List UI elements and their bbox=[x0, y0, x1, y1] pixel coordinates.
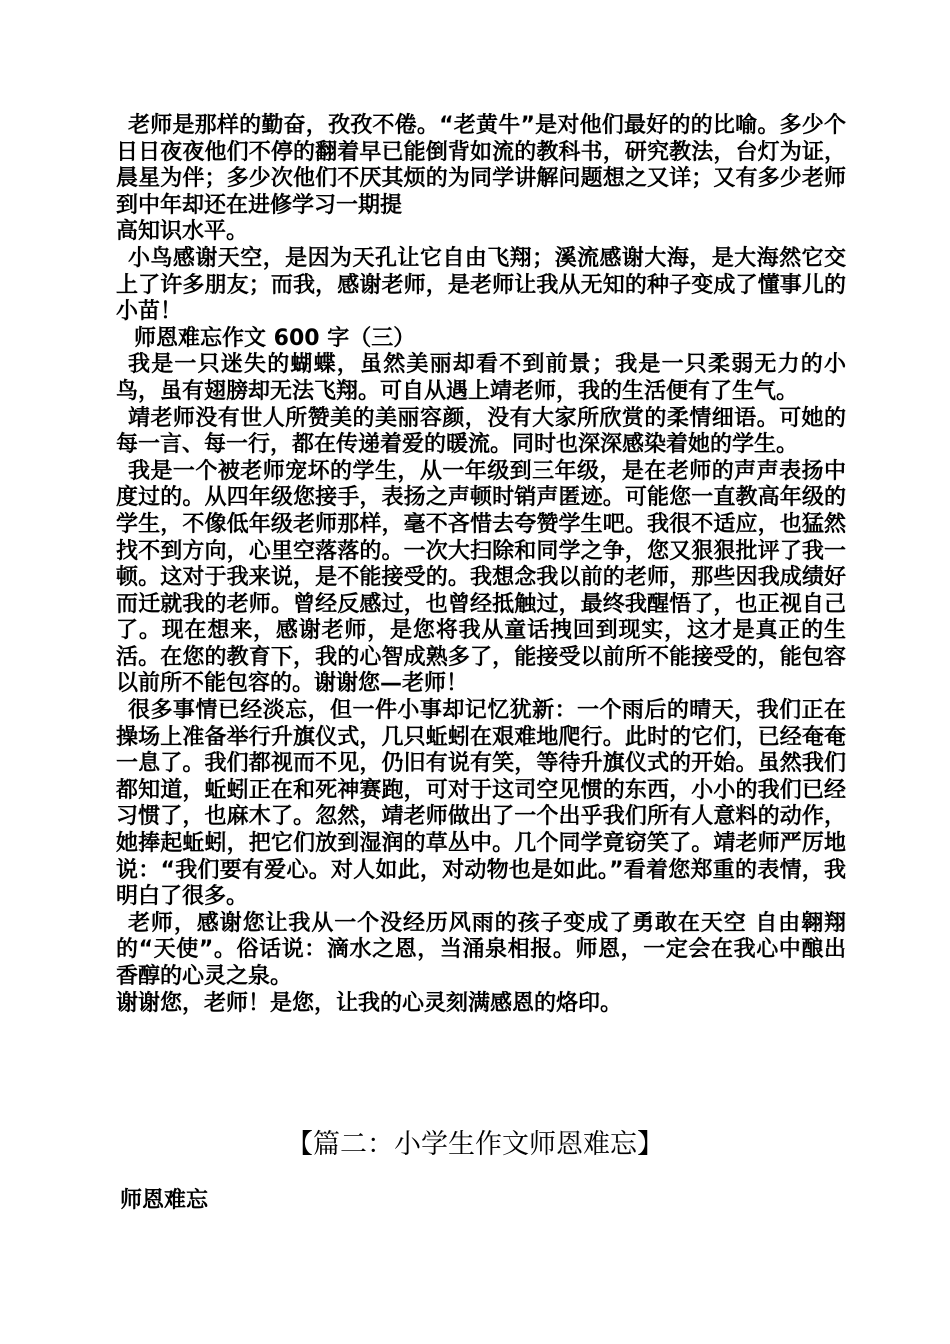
essay-subheading: 师恩难忘作文 600 字（三） bbox=[134, 325, 416, 351]
essay-body bbox=[116, 113, 846, 1017]
paragraph-teacher-jing: 靖老师没有世人所赞美的美丽容颜，没有大家所欣赏的柔情细语。可她的每一言、每一行，都在传递着爱的暖流。同时也深深感染着她的学生。 bbox=[116, 405, 846, 458]
paragraph-bird-and-sky: 小鸟感谢天空，是因为天孔让它自由飞翔；溪流感谢大海，是大海然它交上了许多朋友；而我，感谢老师，是老师让我从无知的种子变成了懂事儿的小苗！ bbox=[116, 245, 846, 325]
paragraph-lost-butterfly: 我是一只迷失的蝴蝶，虽然美丽却看不到前景；我是一只柔弱无力的小鸟，虽有翅膀却无法飞翔。可自从遇上靖老师，我的生活便有了生气。 bbox=[116, 352, 846, 404]
paragraph-earthworm-story: 很多事情已经淡忘，但一件小事却记忆犹新：一个雨后的晴天，我们正在操场上准备举行升旗仪式，几只蚯蚓在艰难地爬行。此时的它们，已经奄奄一息了。我们都视而不见，仍旧有说有笑，等待升旗仪式的开始。虽然我们都知道，蚯蚓正在和死神赛跑，可对于这司空见惯的东西，小小的我们已经习惯了，也麻木了。忽然，靖老师做出了一个出乎我们所有人意料的动作，她捧起蚯蚓，把它们放到湿润的草丛中。几个同学竟窃笑了。靖老师严厉地说：“我们要有爱心。对人如此，对动物也是如此。”看着您郑重的表情，我明白了很多。 bbox=[116, 698, 846, 910]
section-title: 师恩难忘 bbox=[120, 1188, 209, 1213]
paragraph-diligent-teachers: 老师是那样的勤奋，孜孜不倦。“老黄牛”是对他们最好的的比喻。多少个日日夜夜他们不停的翻着早已能倒背如流的教科书，研究教法，台灯为证，晨星为伴；多少次他们不厌其烦的为同学讲解问题想之又详；又有多少老师到中年却还在进修学习一期提 bbox=[116, 113, 846, 218]
paragraph-thanks-teacher: 老师，感谢您让我从一个没经历风雨的孩子变成了勇敢在天空 自由翱翔的“天使”。俗话说：滴水之恩，当涌泉相报。师恩，一定会在我心中酿出香醇的心灵之泉。 bbox=[116, 910, 846, 989]
paragraph-continuation: 高知识水平。 bbox=[116, 219, 249, 245]
paragraph-closing: 谢谢您，老师！是您，让我的心灵刻满感恩的烙印。 bbox=[116, 990, 623, 1016]
section-heading: 【篇二：小学生作文师恩难忘】 bbox=[286, 1129, 664, 1160]
paragraph-spoiled-student: 我是一个被老师宠坏的学生，从一年级到三年级，是在老师的声声表扬中度过的。从四年级您接手，表扬之声顿时销声匿迹。可能您一直教高年级的学生，不像低年级老师那样，毫不吝惜去夸赞学生吧。我很不适应，也猛然找不到方向，心里空落落的。一次大扫除和同学之争，您又狠狠批评了我一顿。这对于我来说，是不能接受的。我想念我以前的老师，那些因我成绩好而迁就我的老师。曾经反感过，也曾经抵触过，最终我醒悟了，也正视自己了。现在想来，感谢老师，是您将我从童话拽回到现实，这才是真正的生活。在您的教育下，我的心智成熟多了，能接受以前所不能接受的，能包容以前所不能包容的。谢谢您—老师！ bbox=[116, 458, 846, 697]
